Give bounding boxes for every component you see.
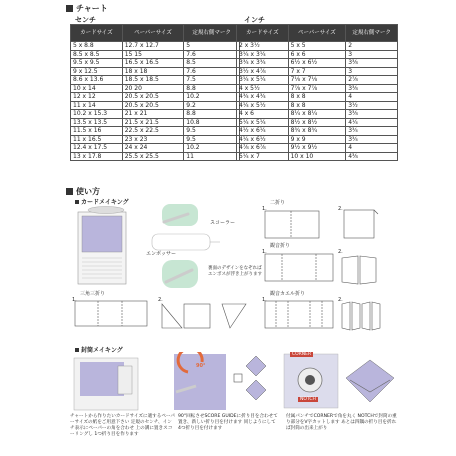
ruler-mark-cell: 10.8: [184, 118, 240, 127]
paper-size-cell: 21.5 x 21.5: [122, 118, 184, 127]
ruler-mark-cell: 4: [346, 144, 398, 153]
header-paper-size: ペーパーサイズ: [288, 25, 346, 42]
ruler-mark-cell: 9.5: [184, 127, 240, 136]
card-size-cell: 2 x 3½: [237, 42, 289, 51]
table-row: [237, 76, 398, 85]
header-card-size: カードサイズ: [237, 25, 289, 42]
frog-fold-step1-diagram: [264, 300, 334, 330]
paper-size-cell: 8 x 8: [288, 93, 346, 102]
card-size-cell: 11 x 14: [71, 101, 123, 110]
card-size-cell: 3¾ x 3¾: [237, 59, 289, 68]
table-row: [71, 67, 240, 76]
ruler-mark-cell: 10.2: [184, 93, 240, 102]
step-number: 2.: [158, 297, 163, 303]
inch-size-table: [236, 24, 398, 161]
paper-size-cell: 9½ x 9½: [288, 144, 346, 153]
paper-size-cell: 10 x 10: [288, 152, 346, 161]
table-row: [71, 42, 240, 51]
gate-fold-step1-diagram: [264, 253, 334, 283]
table-row: [237, 135, 398, 144]
table-row: [237, 84, 398, 93]
step-number: 1.: [262, 297, 267, 303]
ruler-mark-cell: 11: [184, 152, 240, 161]
gate-fold-step2-diagram: [340, 254, 380, 286]
ruler-mark-cell: 7.5: [184, 76, 240, 85]
paper-size-cell: 20.5 x 20.5: [122, 101, 184, 110]
frog-fold-step2-diagram: [340, 300, 384, 332]
table-header-row: [237, 25, 398, 42]
ruler-mark-cell: 8.8: [184, 84, 240, 93]
card-size-cell: 9 x 12.5: [71, 67, 123, 76]
table-row: [237, 127, 398, 136]
envelope-making-label: 封筒メイキング: [75, 345, 123, 354]
card-size-cell: 11.5 x 16: [71, 127, 123, 136]
card-size-cell: 3¼ x 5¼: [237, 76, 289, 85]
ruler-mark-cell: 9.5: [184, 135, 240, 144]
triangle-fold-label: 三角三折り: [80, 291, 106, 297]
section-square-icon: [66, 5, 73, 12]
ruler-mark-cell: 8.5: [184, 59, 240, 68]
header-ruler-mark: 定規右側マーク: [346, 25, 398, 42]
envelope-caption-left: チャートから作りたいカードサイズに適するペーパーサイズの紙をご用意下さい 定規のセンチ、インチ表示にペーパーの角を合わせ 上の溝に置きスコーリングし 1つ折り目を作ります: [70, 414, 175, 437]
embosser-label: エンボッサー: [146, 251, 177, 257]
card-size-cell: 13.5 x 13.5: [71, 118, 123, 127]
paper-size-cell: 7⅛ x 7⅛: [288, 76, 346, 85]
card-size-cell: 4¼ x 5½: [237, 101, 289, 110]
bone-folder: [152, 234, 210, 250]
card-size-cell: 4 x 5½: [237, 84, 289, 93]
ruler-mark-cell: 3⅜: [346, 84, 398, 93]
table-row: [71, 76, 240, 85]
table-row: [71, 127, 240, 136]
card-size-cell: 3½ x 4⅞: [237, 67, 289, 76]
ruler-mark-cell: 4¼: [346, 118, 398, 127]
card-size-cell: 5¼ x 7: [237, 152, 289, 161]
table-row: [237, 152, 398, 161]
ruler-mark-cell: 5: [184, 42, 240, 51]
card-size-cell: 4⅞ x 6⅞: [237, 144, 289, 153]
table-row: [71, 59, 240, 68]
scorer-closeup-bg: [162, 204, 198, 226]
gate-fold-label: 観音折り: [270, 243, 291, 249]
paper-size-cell: 20.5 x 20.5: [122, 93, 184, 102]
step-number: 1.: [72, 297, 77, 303]
paper-size-cell: 12.7 x 12.7: [122, 42, 184, 51]
arrow-right-icon: [234, 374, 242, 382]
notch-label: NOTCH: [300, 397, 316, 402]
ruler-mark-cell: 3½: [346, 101, 398, 110]
paper-size-cell: 25.5 x 25.5: [122, 152, 184, 161]
finished-envelope: [346, 360, 394, 402]
card-making-label: カードメイキング: [75, 197, 129, 206]
ruler-mark-cell: 7.6: [184, 67, 240, 76]
table-row: [237, 42, 398, 51]
chart-section-title: チャート: [66, 3, 108, 14]
envelope-steps-illustration: [70, 352, 400, 414]
table-row: [71, 93, 240, 102]
card-size-cell: 13 x 17.8: [71, 152, 123, 161]
paper-sheet: [82, 216, 122, 252]
ruler-mark-cell: 4⅜: [346, 152, 398, 161]
table-row: [237, 144, 398, 153]
corner-label: CORNER: [292, 352, 312, 357]
paper-size-cell: 9 x 9: [288, 135, 346, 144]
paper-size-cell: 22.5 x 22.5: [122, 127, 184, 136]
card-size-cell: 11 x 16.5: [71, 135, 123, 144]
card-size-cell: 12.4 x 17.5: [71, 144, 123, 153]
triangle-fold-step1-diagram: [74, 300, 148, 328]
envelope-caption-mid: 90°回転させSCORE GUIDEに折り目を合わせて置き、新しい折り目を付けます 同じようにして4つ折り目を付けます: [178, 414, 278, 431]
paper-sheet: [80, 362, 124, 396]
paper-size-cell: 8 x 8: [288, 101, 346, 110]
table-row: [71, 118, 240, 127]
ruler-mark-cell: 9.2: [184, 101, 240, 110]
ruler-mark-cell: 3¾: [346, 127, 398, 136]
header-card-size: カードサイズ: [71, 25, 123, 42]
ruler-mark-cell: 10.2: [184, 144, 240, 153]
card-size-cell: 9.5 x 9.5: [71, 59, 123, 68]
envelope-caption-right: 付属パンチでCORNERで角を丸く NOTCHで封筒の重り部分をV字カットします あとは四隅の折り目を折れば封筒の出来上がり: [286, 414, 397, 431]
table-row: [237, 118, 398, 127]
table-row: [71, 152, 240, 161]
card-size-cell: 5¼ x 5¼: [237, 118, 289, 127]
frog-fold-label: 観音カエル折り: [270, 291, 306, 297]
card-size-cell: 4¾ x 4¾: [237, 93, 289, 102]
two-fold-label: 二折り: [270, 200, 286, 206]
table-header-row: [71, 25, 240, 42]
ruler-mark-cell: 2⅞: [346, 76, 398, 85]
inch-label: インチ: [244, 16, 265, 24]
paper-size-cell: 6 x 6: [288, 50, 346, 59]
paper-size-cell: 6½ x 6½: [288, 59, 346, 68]
header-paper-size: ペーパーサイズ: [122, 25, 184, 42]
table-row: [71, 110, 240, 119]
step-number: 1.: [262, 206, 267, 212]
paper-size-cell: 7 x 7: [288, 67, 346, 76]
table-row: [71, 135, 240, 144]
step-number: 2.: [338, 206, 343, 212]
paper-size-cell: 8¼ x 8¼: [288, 110, 346, 119]
table-row: [237, 101, 398, 110]
table-row: [237, 93, 398, 102]
table-row: [71, 144, 240, 153]
paper-size-cell: 21 x 21: [122, 110, 184, 119]
card-size-cell: 5 x 8.8: [71, 42, 123, 51]
paper-size-cell: 18 x 18: [122, 67, 184, 76]
two-fold-step1-diagram: [264, 210, 320, 240]
paper-size-cell: 18.5 x 18.5: [122, 76, 184, 85]
folded-envelope-small: [246, 356, 266, 376]
paper-size-cell: 7⅞ x 7⅞: [288, 84, 346, 93]
paper-size-cell: 15 15: [122, 50, 184, 59]
centi-size-table: [70, 24, 240, 161]
usage-section-title: 使い方: [66, 186, 100, 197]
triangle-fold-step2-diagram: [160, 302, 256, 330]
centi-label: センチ: [75, 16, 96, 24]
table-row: [71, 101, 240, 110]
two-fold-step2-diagram: [342, 208, 382, 240]
step-number: 2.: [338, 249, 343, 255]
card-size-cell: 4¼ x 6½: [237, 135, 289, 144]
card-size-cell: 12 x 12: [71, 93, 123, 102]
step-number: 2.: [338, 297, 343, 303]
ruler-mark-cell: 3¾: [346, 135, 398, 144]
paper-size-cell: 5 x 5: [288, 42, 346, 51]
ruler-mark-cell: 3⅜: [346, 110, 398, 119]
card-size-cell: 10.2 x 15.3: [71, 110, 123, 119]
card-size-cell: 4½ x 6¼: [237, 127, 289, 136]
angle-label: 90°: [196, 363, 206, 369]
ruler-mark-cell: 8.8: [184, 110, 240, 119]
ruler-mark-cell: 2: [346, 42, 398, 51]
table-row: [237, 59, 398, 68]
card-size-cell: 4 x 6: [237, 110, 289, 119]
ruler-mark-cell: 3: [346, 50, 398, 59]
ruler-mark-cell: 3: [346, 67, 398, 76]
table-row: [237, 110, 398, 119]
header-ruler-mark: 定規右側マーク: [184, 25, 240, 42]
paper-size-cell: 8¾ x 8¾: [288, 127, 346, 136]
paper-size-cell: 24 x 24: [122, 144, 184, 153]
card-size-cell: 8.6 x 13.6: [71, 76, 123, 85]
table-row: [237, 50, 398, 59]
paper-size-cell: 23 x 23: [122, 135, 184, 144]
table-row: [71, 50, 240, 59]
card-size-cell: 3¼ x 3¼: [237, 50, 289, 59]
ruler-mark-cell: 3⅜: [346, 59, 398, 68]
card-size-cell: 8.5 x 8.5: [71, 50, 123, 59]
paper-size-cell: 8½ x 8½: [288, 118, 346, 127]
scoring-board-illustration: [70, 204, 270, 292]
board-handle: [88, 207, 124, 214]
ruler-mark-cell: 4: [346, 93, 398, 102]
table-row: [237, 67, 398, 76]
paper-size-cell: 16.5 x 16.5: [122, 59, 184, 68]
card-size-cell: 10 x 14: [71, 84, 123, 93]
table-row: [71, 84, 240, 93]
step-number: 1.: [262, 249, 267, 255]
paper-size-cell: 20 20: [122, 84, 184, 93]
ruler-mark-cell: 7.6: [184, 50, 240, 59]
emboss-note: 裏面のデザインをなぞればエンボスが浮き上がります: [208, 266, 262, 277]
section-square-icon: [66, 188, 73, 195]
scorer-label: スコーラー: [210, 220, 236, 226]
